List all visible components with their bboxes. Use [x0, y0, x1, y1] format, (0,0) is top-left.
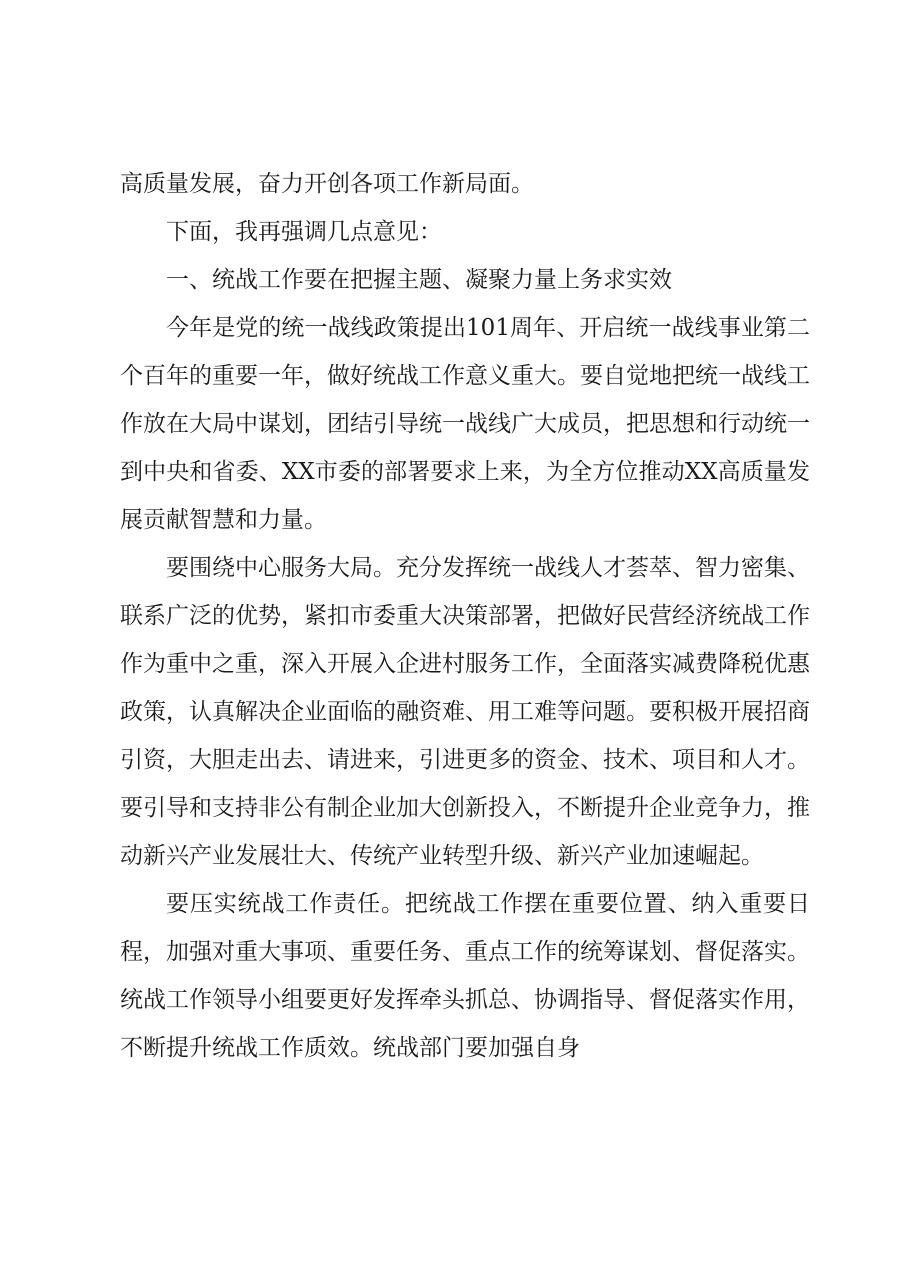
paragraph-body: 要围绕中心服务大局。充分发挥统一战线人才荟萃、智力密集、联系广泛的优势，紧扣市委重大决策部署，把做好民营经济统战工作作为重中之重，深入开展入企进村服务工作，全面落实减费降税优惠政策，认真解决企业面临的融资难、用工难等问题。要积极开展招商引资，大胆走出去、请进来，引进更多的资金、技术、项目和人才。要引导和支持非公有制企业加大创新投入，不断提升企业竞争力，推动新兴产业发展壮大、传统产业转型升级、新兴产业加速崛起。 — [120, 555, 810, 869]
paragraph-intro: 下面，我再强调几点意见： — [166, 219, 442, 245]
paragraph-continuation: 高质量发展，奋力开创各项工作新局面。 — [120, 171, 534, 197]
paragraph-body: 要压实统战工作责任。把统战工作摆在重要位置、纳入重要日程，加强对重大事项、重要任务、重点工作的统筹谋划、督促落实。统战工作领导小组要更好发挥牵头抓总、协调指导、督促落实作用，不断提升统战工作质效。统战部门要加强自身 — [120, 891, 810, 1061]
section-heading: 一、统战工作要在把握主题、凝聚力量上务求实效 — [166, 267, 672, 293]
paragraph-body: 今年是党的统一战线政策提出101周年、开启统一战线事业第二个百年的重要一年，做好统战工作意义重大。要自觉地把统一战线工作放在大局中谋划，团结引导统一战线广大成员，把思想和行动统一到中央和省委、XX市委的部署要求上来，为全方位推动XX高质量发展贡献智慧和力量。 — [120, 315, 810, 533]
document-body — [120, 160, 810, 1072]
